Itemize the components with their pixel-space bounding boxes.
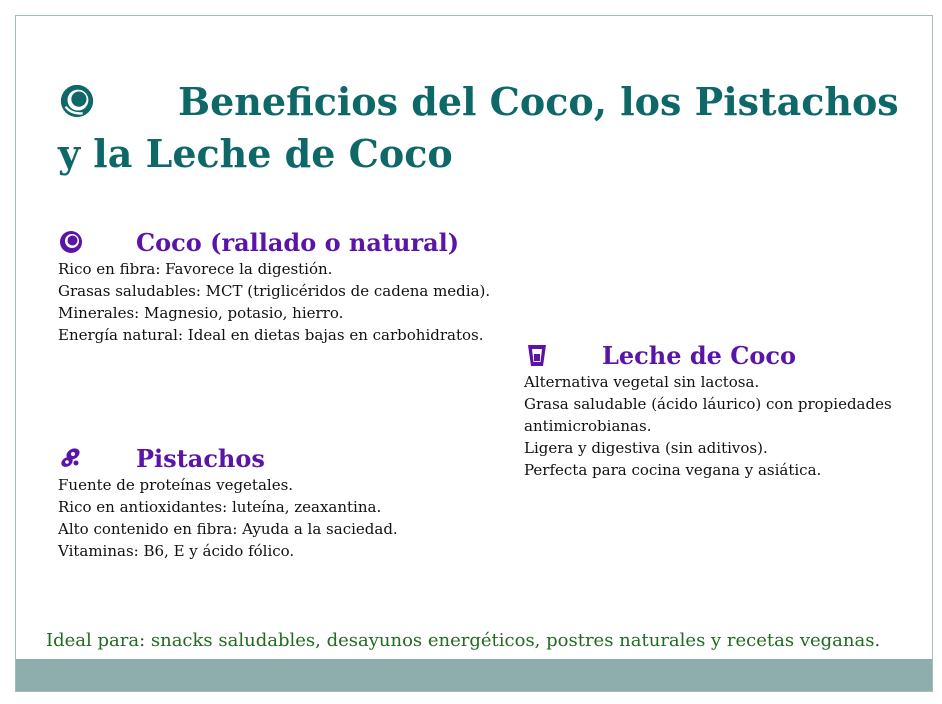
list-item: Fuente de proteínas vegetales. (58, 476, 294, 494)
section-coco (58, 228, 528, 346)
section-heading-leche (524, 341, 924, 371)
list-item: Alto contenido en fibra: Ayuda a la saciedad. (58, 520, 398, 538)
section-heading-coco (58, 228, 528, 258)
list-item: Grasa saludable (ácido láurico) con propiedades antimicrobianas. (524, 395, 892, 435)
section-lines-pistachos (58, 474, 478, 562)
ideal-for-note: Ideal para: snacks saludables, desayunos energéticos, postres naturales y recetas veganas. (46, 630, 881, 651)
list-item: Perfecta para cocina vegana y asiática. (524, 461, 822, 479)
slide-title-block (58, 76, 918, 180)
list-item: Ligera y digestiva (sin aditivos). (524, 439, 768, 457)
section-heading-text: Leche de Coco (602, 341, 796, 370)
list-item: Vitaminas: B6, E y ácido fólico. (58, 542, 295, 560)
list-item: Rico en fibra: Favorece la digestión. (58, 260, 333, 278)
section-lines-coco (58, 258, 528, 346)
list-item: Rico en antioxidantes: luteína, zeaxantina. (58, 498, 382, 516)
section-pistachos (58, 444, 478, 562)
footer-bar (16, 659, 932, 691)
page-title: Beneficios del Coco, los Pistachos y la Leche de Coco (58, 79, 899, 176)
slide (15, 15, 933, 692)
list-item: Minerales: Magnesio, potasio, hierro. (58, 304, 344, 322)
section-heading-pistachos (58, 444, 478, 474)
glass-icon (524, 342, 550, 368)
section-heading-text: Coco (rallado o natural) (136, 228, 460, 257)
section-heading-text: Pistachos (136, 444, 265, 473)
coconut-icon (58, 229, 84, 255)
nuts-icon (58, 445, 84, 471)
list-item: Alternativa vegetal sin lactosa. (524, 373, 760, 391)
section-leche (524, 341, 924, 481)
list-item: Energía natural: Ideal en dietas bajas en carbohidratos. (58, 326, 484, 344)
section-lines-leche (524, 371, 919, 481)
list-item: Grasas saludables: MCT (triglicéridos de cadena media). (58, 282, 491, 300)
coconut-icon (58, 82, 96, 120)
